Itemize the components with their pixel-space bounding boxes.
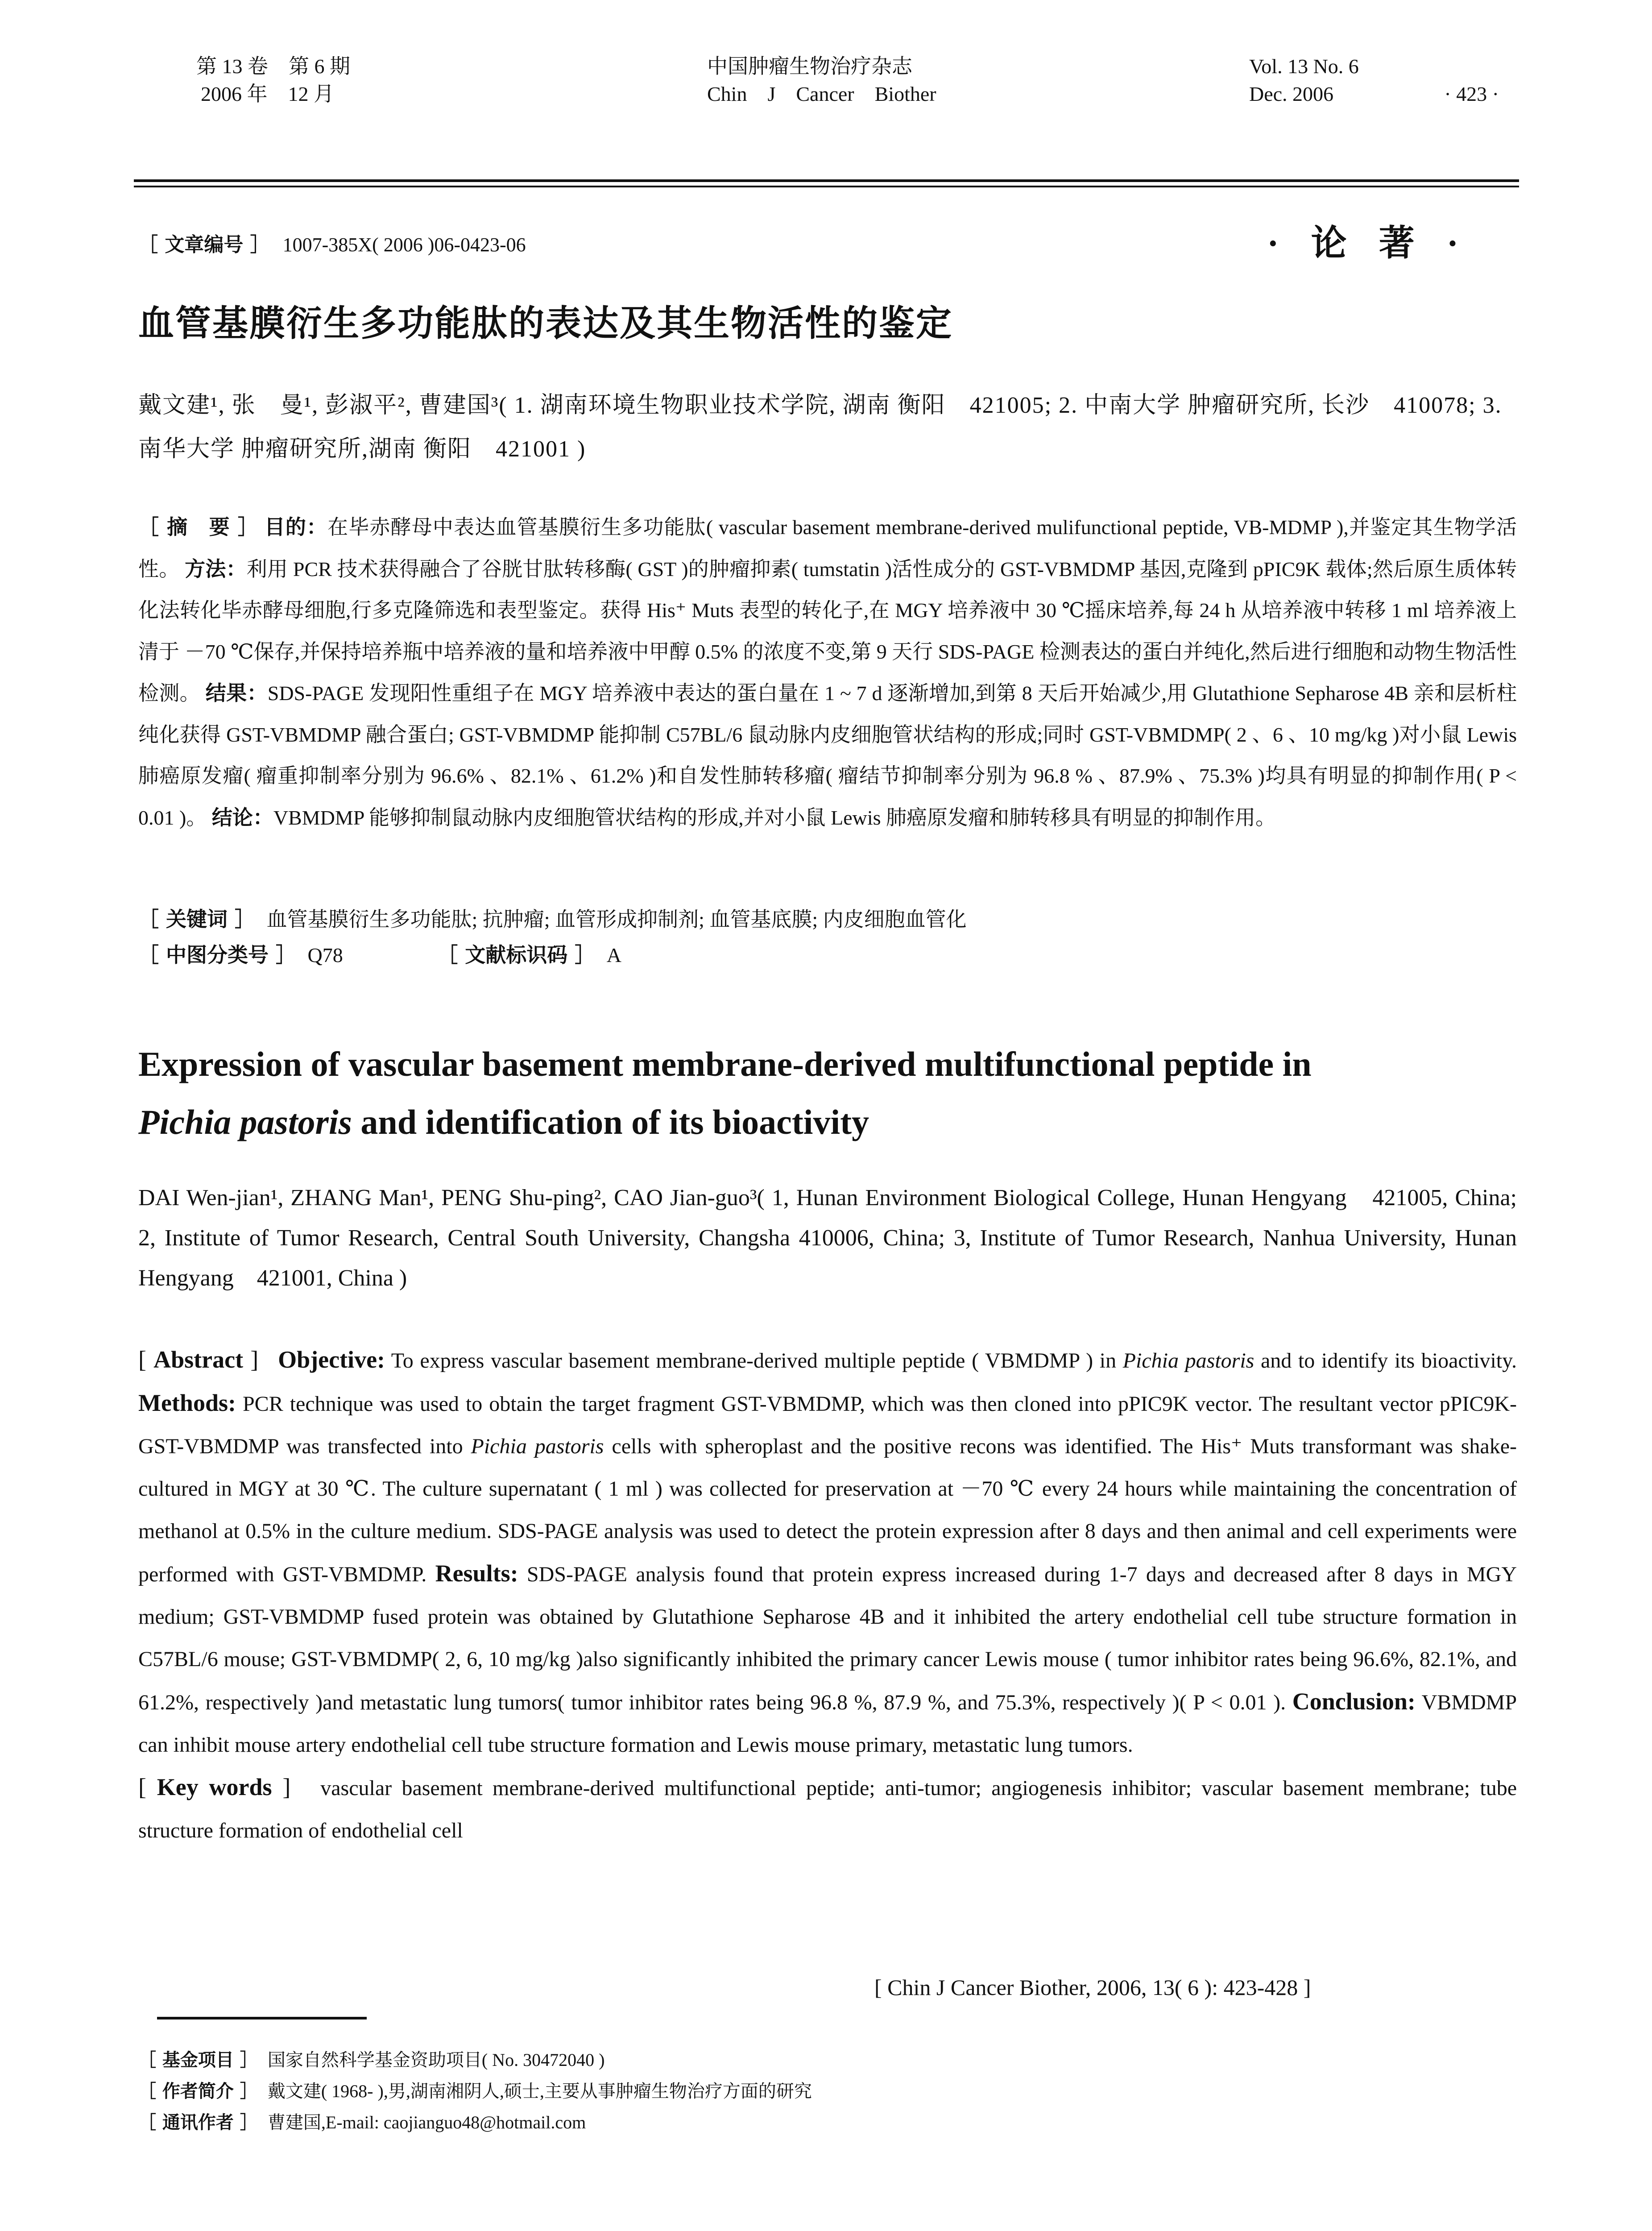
keywords-cn-label: ［ 关键词 ］ bbox=[138, 907, 256, 931]
methods-cn-text: 利用 PCR 技术获得融合了谷胱甘肽转移酶( GST )的肿瘤抑素( tumstatin )活性成分的 GST-VBMDMP 基因,克隆到 pPIC9K 载体;然后原生质体转化法转化毕赤酵母细胞,行多克隆筛选和表型鉴定。获得 His⁺ Muts 表型的转化子,在 MGY 培养液中 30 ℃摇床培养,每 24 h 从培养液中转移 1 ml 培养液上清于 －70 ℃保存,并保持培养瓶中培养液的量和培养液中甲醇 0.5% 的浓度不变,第 9 天行 SDS-PAGE 检测表达的蛋白并纯化,然后进行细胞和动物生物活性检测。 bbox=[138, 557, 1517, 705]
corresponding-label: ［ 通讯作者 ］ bbox=[138, 2112, 258, 2133]
doc-code-label: ［ 文献标识码 ］ bbox=[437, 943, 596, 967]
classification-label: ［ 中图分类号 ］ bbox=[138, 943, 297, 967]
title-en bbox=[138, 1035, 1517, 1151]
author-bio-label: ［ 作者简介 ］ bbox=[138, 2081, 258, 2102]
methods-en-species: Pichia pastoris bbox=[471, 1435, 604, 1458]
conclusion-cn-text: VBMDMP 能够抑制鼠动脉内皮细胞管状结构的形成,并对小鼠 Lewis 肺癌原发瘤和肺转移具有明显的抑制作用。 bbox=[273, 806, 1276, 829]
title-en-part2: and identification of its bioactivity bbox=[352, 1103, 869, 1141]
header-journal bbox=[707, 53, 936, 108]
results-en-text: SDS-PAGE analysis found that protein express increased during 1-7 days and decreased after 8 days in MGY medium; GST-VBMDMP fused protein was obtained by Glutathione Sepharose 4B and it inhibited the artery endothelial cell tube structure formation in C57BL/6 mouse; GST-VBMDMP( 2, 6, 10 mg/kg )also significantly inhibited the primary cancer Lewis mouse ( tumor inhibitor rates being 96.6%, 82.1%, and 61.2%, respectively )and metastatic lung tumors( tumor inhibitor rates being 96.8 %, 87.9 %, and 75.3%, respectively )( P < 0.01 ). bbox=[138, 1563, 1517, 1714]
header-volume-issue bbox=[196, 53, 350, 108]
conclusion-cn-label: 结论： bbox=[211, 805, 273, 829]
header-date-en: Dec. 2006 bbox=[1249, 83, 1334, 105]
conclusion-en-label: Conclusion: bbox=[1292, 1688, 1416, 1715]
methods-en-text-2: cells with spheroplast and the positive recons was identified. The His⁺ Muts transformant was shake-cultured in MGY at 30 ℃. The culture supernatant ( 1 ml ) was collected for preservation at －70 ℃ every 24 hours while maintaining the concentration of methanol at 0.5% in the culture medium. SDS-PAGE analysis was used to detect the protein expression after 8 days and then animal and cell experiments were performed with GST-VBMDMP. bbox=[138, 1435, 1517, 1586]
abstract-en-label: Abstract bbox=[153, 1346, 244, 1373]
journal-name-cn: 中国肿瘤生物治疗杂志 bbox=[707, 55, 912, 78]
footnote-author-bio bbox=[138, 2076, 1477, 2107]
title-en-part1: Expression of vascular basement membrane-derived multifunctional peptide in bbox=[138, 1045, 1312, 1083]
footnote-funding bbox=[138, 2044, 1477, 2076]
keywords-en-label: Key words bbox=[157, 1774, 272, 1800]
objective-en-text-2: and to identify its bioactivity. bbox=[1254, 1349, 1517, 1373]
keywords-cn bbox=[138, 901, 1517, 937]
classification-cn bbox=[138, 937, 1517, 973]
header-volume-en: Vol. 13 No. 6 bbox=[1249, 55, 1359, 78]
results-cn-label: 结果： bbox=[205, 681, 268, 705]
authors-en: DAI Wen-jian¹, ZHANG Man¹, PENG Shu-ping², CAO Jian-guo³( 1, Hunan Environment Biological College, Hunan Hengyang 421005, China; 2, Institute of Tumor Research, Central South University, Changsha 410006, China; 3, Institute of Tumor Research, Nanhua University, Hunan Hengyang 421001, China ) bbox=[138, 1185, 1517, 1291]
header-rule-bottom bbox=[134, 186, 1519, 187]
abstract-cn-label: ［ 摘 要 ］ bbox=[138, 515, 259, 539]
objective-en-species: Pichia pastoris bbox=[1122, 1349, 1255, 1373]
methods-en-text: PCR technique was used to obtain the target fragment GST-VBMDMP, which was then cloned into pPIC9K vector. The resultant vector pPIC9K-GST-VBMDMP was transfected into bbox=[138, 1392, 1517, 1458]
page-number: · 423 · bbox=[1444, 83, 1499, 105]
footnote-rule bbox=[157, 2017, 367, 2020]
corresponding-value[interactable]: 曹建国,E-mail: caojianguo48@hotmail.com bbox=[267, 2112, 586, 2132]
results-en-label: Results: bbox=[435, 1560, 518, 1587]
author-bio-value: 戴文建( 1968- ),男,湖南湘阴人,硕士,主要从事肿瘤生物治疗方面的研究 bbox=[267, 2081, 812, 2101]
article-number bbox=[138, 228, 526, 257]
keywords-en-value: vascular basement membrane-derived multifunctional peptide; anti-tumor; angiogenesis inhibitor; vascular basement membrane; tube structure formation of endothelial cell bbox=[138, 1776, 1517, 1842]
conclusion-en-text: VBMDMP can inhibit mouse artery endothelial cell tube structure formation and Lewis mouse primary, metastatic lung tumors. bbox=[138, 1691, 1517, 1757]
header-date-row bbox=[1249, 80, 1499, 108]
title-cn: 血管基膜衍生多功能肽的表达及其生物活性的鉴定 bbox=[138, 303, 953, 344]
abstract-cn bbox=[138, 506, 1517, 838]
classification-value: Q78 bbox=[307, 944, 343, 966]
methods-en-label: Methods: bbox=[138, 1389, 236, 1416]
article-number-label: ［ 文章编号 ］ bbox=[138, 233, 270, 256]
header-rule-top bbox=[134, 179, 1519, 182]
funding-value: 国家自然科学基金资助项目( No. 30472040 ) bbox=[267, 2050, 605, 2070]
journal-name-en: Chin J Cancer Biother bbox=[707, 83, 936, 105]
title-en-italic: Pichia pastoris bbox=[138, 1103, 352, 1141]
doc-code-value: A bbox=[606, 944, 622, 966]
header-volume: 第 13 卷 第 6 期 bbox=[196, 55, 350, 78]
citation: [ Chin J Cancer Biother, 2006, 13( 6 ): 423-428 ] bbox=[874, 1975, 1311, 2000]
authors-cn: 戴文建¹, 张 曼¹, 彭淑平², 曹建国³( 1. 湖南环境生物职业技术学院, 湖南 衡阳 421005; 2. 中南大学 肿瘤研究所, 长沙 410078; 3. 南华大学 肿瘤研究所,湖南 衡阳 421001 ) bbox=[138, 393, 1502, 462]
section-tag: · 论 著 · bbox=[1267, 224, 1470, 263]
objective-cn-label: 目的： bbox=[264, 515, 328, 539]
article-number-value: 1007-385X( 2006 )06-0423-06 bbox=[282, 234, 526, 256]
abstract-en: [ Abstract ] Objective: To express vascular basement membrane-derived multiple peptide ( VBMDMP ) in Pichia pastoris and to identify its bioactivity. Methods: PCR technique was used to obtain the target fragment GST-VBMDMP, which was then cloned into pPIC9K vector. The resultant vector pPIC9K-GST-VBMDMP was transfected into Pichia pastoris cells with spheroplast and the positive recons was identified. The His⁺ Muts transformant was shake-cultured in MGY at 30 ℃. The culture supernatant ( 1 ml ) was collected for preservation at －70 ℃ every 24 hours while maintaining the concentration of methanol at 0.5% in the culture medium. SDS-PAGE analysis was used to detect the protein expression after 8 days and then animal and cell experiments were performed with GST-VBMDMP. Results: SDS-PAGE analysis found that protein express increased during 1-7 days and decreased after 8 days in MGY medium; GST-VBMDMP fused protein was obtained by Glutathione Sepharose 4B and it inhibited the artery endothelial cell tube structure formation in C57BL/6 mouse; GST-VBMDMP( 2, 6, 10 mg/kg )also significantly inhibited the primary cancer Lewis mouse ( tumor inhibitor rates being 96.6%, 82.1%, and 61.2%, respectively )and metastatic lung tumors( tumor inhibitor rates being 96.8 %, 87.9 %, and 75.3%, respectively )( P < 0.01 ). Conclusion: VBMDMP can inhibit mouse artery endothelial cell tube structure formation and Lewis mouse primary, metastatic lung tumors. [ Key words ] vascular basement membrane-derived multifunctional peptide; anti-tumor; angiogenesis inhibitor; vascular basement membrane; tube structure formation of endothelial cell bbox=[138, 1346, 1517, 1842]
header-date-cn: 2006 年 12 月 bbox=[201, 83, 334, 105]
results-cn-text: SDS-PAGE 发现阳性重组子在 MGY 培养液中表达的蛋白量在 1 ~ 7 d 逐渐增加,到第 8 天后开始减少,用 Glutathione Sepharose 4B 亲和层析柱纯化获得 GST-VBMDMP 融合蛋白; GST-VBMDMP 能抑制 C57BL/6 鼠动脉内皮细胞管状结构的形成;同时 GST-VBMDMP( 2 、6 、10 mg/kg )对小鼠 Lewis 肺癌原发瘤( 瘤重抑制率分别为 96.6% 、82.1% 、61.2% )和自发性肺转移瘤( 瘤结节抑制率分别为 96.8 % 、87.9% 、75.3% )均具有明显的抑制作用( P < 0.01 )。 bbox=[138, 682, 1517, 829]
funding-label: ［ 基金项目 ］ bbox=[138, 2050, 258, 2070]
footnote-corresponding bbox=[138, 2107, 1477, 2138]
header-vol-en bbox=[1249, 53, 1499, 108]
objective-en-text: To express vascular basement membrane-derived multiple peptide ( VBMDMP ) in bbox=[385, 1349, 1123, 1373]
objective-en-label: Objective: bbox=[278, 1346, 385, 1373]
keywords-cn-value: 血管基膜衍生多功能肽; 抗肿瘤; 血管形成抑制剂; 血管基底膜; 内皮细胞血管化 bbox=[266, 908, 967, 931]
methods-cn-label: 方法： bbox=[185, 556, 247, 581]
objective-cn-text: 在毕赤酵母中表达血管基膜衍生多功能肽( vascular basement membrane-derived mulifunctional peptide, VB-MDMP ),并鉴定其生物学活性。 bbox=[138, 516, 1517, 581]
